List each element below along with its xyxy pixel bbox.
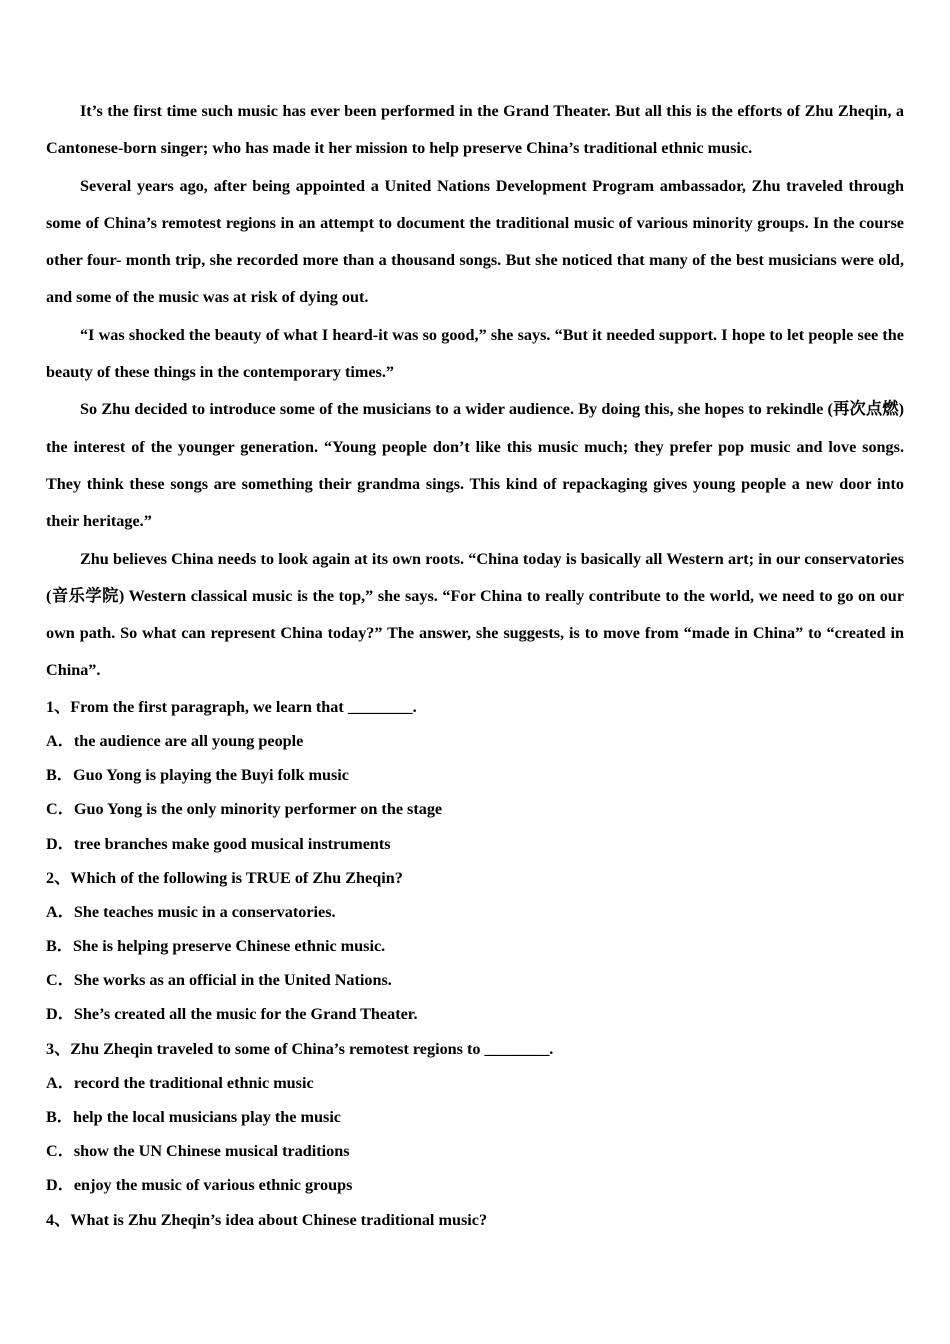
passage-paragraph-1: It’s the first time such music has ever been performed in the Grand Theater. But all this is the efforts of Zhu Zheqin, a Cantonese-born singer; who has made it her mission to help preserve China’s traditional ethnic music.	[46, 102, 904, 158]
answer-option-b: B．She is helping preserve Chinese ethnic music.	[46, 937, 386, 956]
answer-option-c: C．Guo Yong is the only minority performer on the stage	[46, 800, 443, 819]
answer-option-c: C．show the UN Chinese musical traditions	[46, 1142, 350, 1161]
question-3	[46, 1032, 904, 1203]
question-stem: 1、From the first paragraph, we learn that ________.	[46, 697, 417, 716]
question-4	[46, 1203, 904, 1237]
passage-paragraph-2: Several years ago, after being appointed a United Nations Development Program ambassador, Zhu traveled through some of China’s remotest regions in an attempt to document the traditional music of various minority groups. In the course other four- month trip, she recorded more than a thousand songs. But she noticed that many of the best musicians were old, and some of the music was at risk of dying out.	[46, 176, 904, 307]
answer-option-c: C．She works as an official in the United Nations.	[46, 971, 392, 990]
answer-option-d: D．tree branches make good musical instruments	[46, 834, 391, 853]
answer-option-a: A．record the traditional ethnic music	[46, 1073, 314, 1092]
answer-option-d: D．enjoy the music of various ethnic groups	[46, 1176, 353, 1195]
passage-paragraph-5: Zhu believes China needs to look again at its own roots. “China today is basically all Western art; in our conservatories (音乐学院) Western classical music is the top,” she says. “For China to really contribute to the world, we need to go on our own path. So what can represent China today?” The answer, she suggests, is to move from “made in China” to “created in China”.	[46, 549, 904, 680]
answer-option-b: B．Guo Yong is playing the Buyi folk music	[46, 766, 349, 785]
question-stem: 3、Zhu Zheqin traveled to some of China’s remotest regions to ________.	[46, 1039, 554, 1058]
passage-paragraph-4: So Zhu decided to introduce some of the musicians to a wider audience. By doing this, she hopes to rekindle (再次点燃) the interest of the younger generation. “Young people don’t like this music much; they prefer pop music and love songs. They think these songs are something their grandma sings. This kind of repackaging gives young people a new door into their heritage.”	[46, 400, 904, 531]
passage-paragraph-3: “I was shocked the beauty of what I heard-it was so good,” she says. “But it needed support. I hope to let people see the beauty of these things in the contemporary times.”	[46, 325, 904, 382]
document-page	[46, 93, 904, 1237]
question-stem: 4、What is Zhu Zheqin’s idea about Chinese traditional music?	[46, 1210, 488, 1229]
question-2	[46, 861, 904, 1032]
answer-option-a: A．the audience are all young people	[46, 731, 304, 750]
answer-option-b: B．help the local musicians play the music	[46, 1108, 341, 1126]
question-stem: 2、Which of the following is TRUE of Zhu Zheqin?	[46, 868, 403, 887]
question-list	[46, 690, 904, 1237]
answer-option-d: D．She’s created all the music for the Grand Theater.	[46, 1005, 418, 1024]
question-1	[46, 690, 904, 861]
answer-option-a: A．She teaches music in a conservatories.	[46, 902, 336, 921]
reading-passage	[46, 93, 904, 690]
